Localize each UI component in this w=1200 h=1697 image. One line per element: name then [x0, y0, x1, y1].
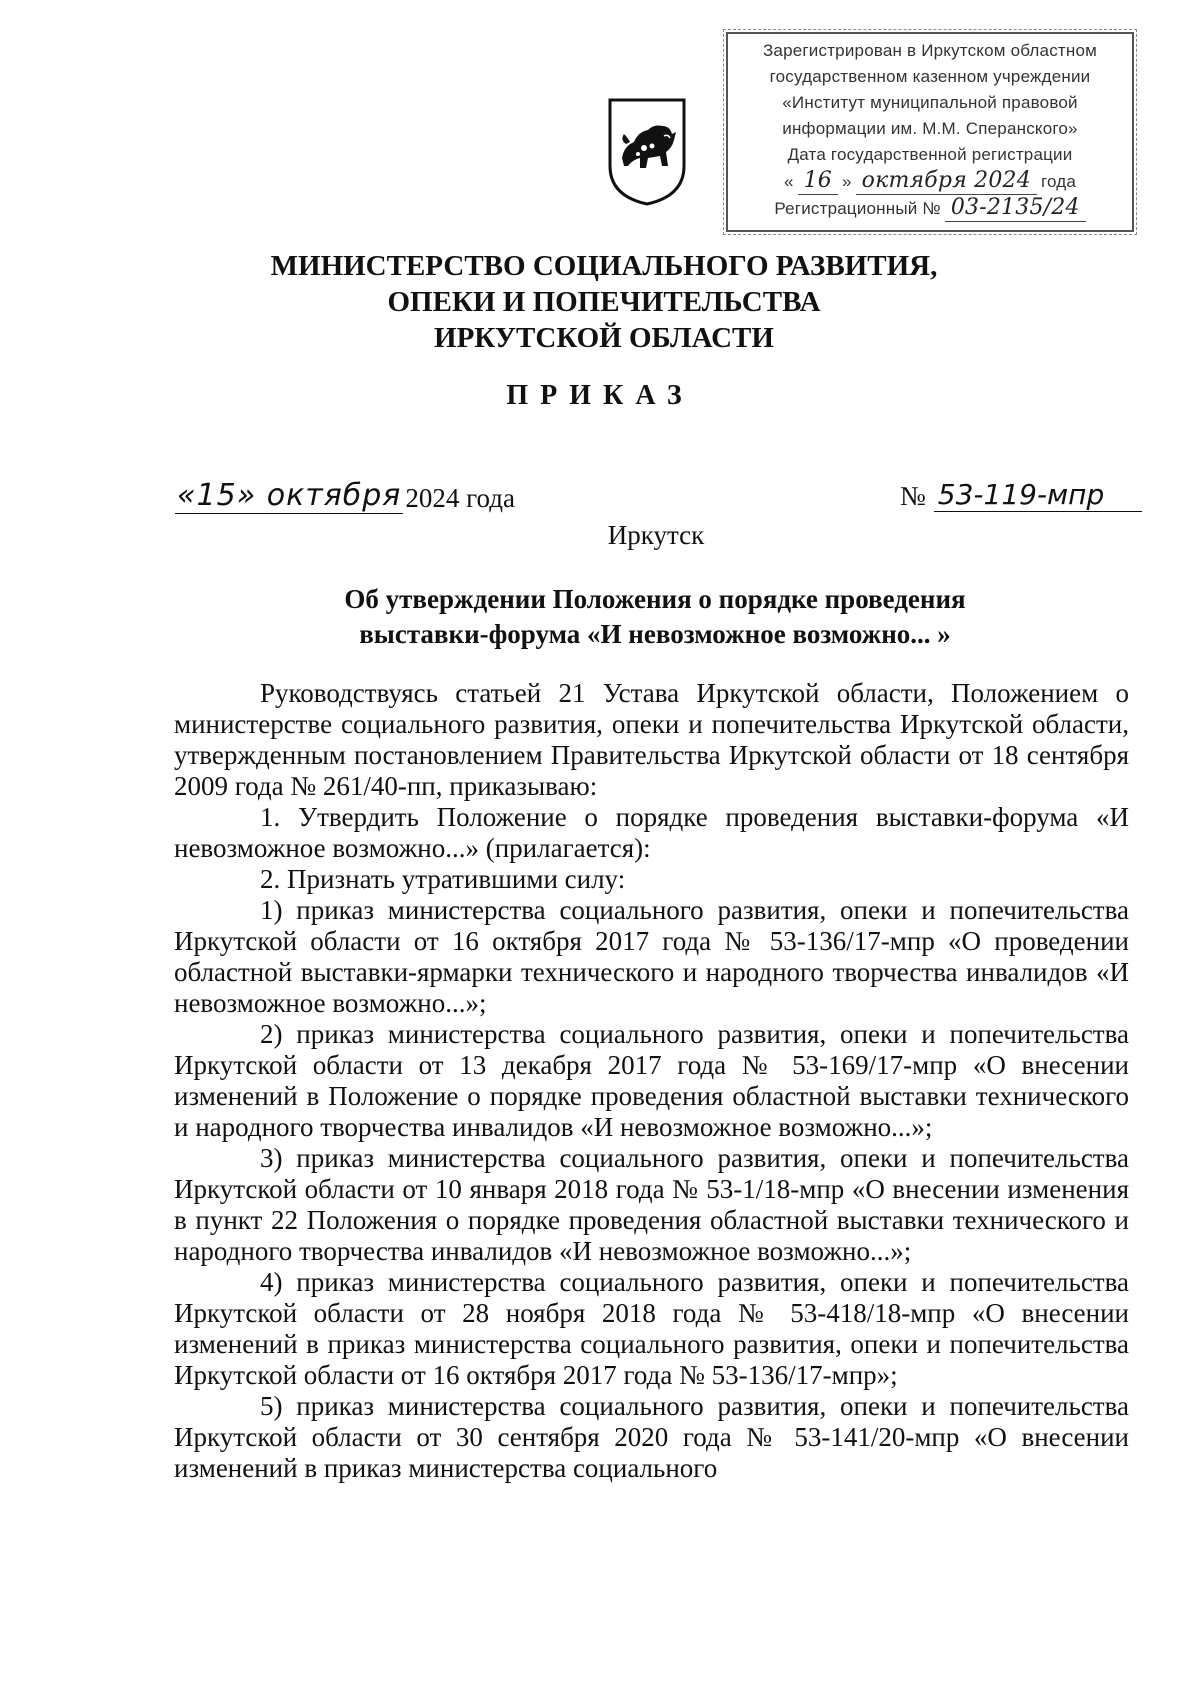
order-date-open-quote: «: [177, 478, 197, 513]
order-number-value: 53-119-мпр: [934, 478, 1142, 512]
body-paragraph-item-1: 1. Утвердить Положение о порядке проведения выставки-форума «И невозможное возможно...» (прилагается):: [174, 802, 1129, 863]
order-subject-line-1: Об утверждении Положения о порядке проведения: [344, 584, 966, 614]
ministry-title: [0, 248, 1200, 356]
order-subject: [0, 582, 1200, 652]
ministry-title-line-1: МИНИСТЕРСТВО СОЦИАЛЬНОГО РАЗВИТИЯ,: [270, 250, 938, 282]
order-number-label: №: [900, 481, 926, 511]
body-paragraph-repeal-3: 3) приказ министерства социального развития, опеки и попечительства Иркутской области от 10 января 2018 года № 53-1/18-мпр «О внесении изменения в пункт 22 Положения о порядке проведения областной выставки технического и народного творчества инвалидов «И невозможное возможно...»;: [174, 1143, 1129, 1266]
stamp-reg-label: Регистрационный №: [774, 199, 941, 218]
order-date-month: октября: [266, 478, 402, 513]
order-city: Иркутск: [607, 520, 705, 550]
coat-of-arms-icon: [604, 96, 690, 208]
stamp-date-day: 16: [798, 168, 838, 195]
stamp-line-2: государственном казенном учреждении: [769, 67, 1091, 86]
body-paragraph-repeal-4: 4) приказ министерства социального развития, опеки и попечительства Иркутской области от 28 ноября 2018 года № 53-418/18-мпр «О внесении изменений в приказ министерства социального развития, опеки и попечительства Иркутской области от 16 октября 2017 года № 53-136/17-мпр»;: [174, 1267, 1129, 1390]
stamp-date-month-year: октября 2024: [856, 168, 1037, 195]
ministry-title-line-3: ИРКУТСКОЙ ОБЛАСТИ: [434, 322, 774, 354]
body-paragraph-repeal-1: 1) приказ министерства социального развития, опеки и попечительства Иркутской области от 16 октября 2017 года № 53-136/17-мпр «О проведении областной выставки-ярмарки технического и народного творчества инвалидов «И невозможное возможно...»;: [174, 895, 1129, 1018]
order-date-close-quote: »: [236, 478, 257, 513]
stamp-line-4: информации им. М.М. Сперанского»: [782, 119, 1078, 138]
order-date-day: 15: [196, 478, 237, 513]
order-date-year: 2024 года: [405, 483, 515, 513]
stamp-date-open-quote: «: [783, 172, 794, 191]
stamp-line-5: Дата государственной регистрации: [787, 145, 1073, 164]
order-date: [175, 478, 515, 514]
stamp-registration-date: [728, 168, 1132, 195]
stamp-line-1: Зарегистрирован в Иркутском областном: [762, 41, 1098, 60]
stamp-line-3: «Институт муниципальной правовой: [782, 93, 1078, 112]
body-paragraph-repeal-5: 5) приказ министерства социального развития, опеки и попечительства Иркутской области от 30 сентября 2020 года № 53-141/20-мпр «О внесении изменений в приказ министерства социального: [174, 1391, 1129, 1483]
body-paragraph-preamble: Руководствуясь статьей 21 Устава Иркутской области, Положением о министерстве социального развития, опеки и попечительства Иркутской области, утвержденным постановлением Правительства Иркутской области от 18 сентября 2009 года № 261/40-пп, приказываю:: [174, 678, 1129, 801]
stamp-date-close-quote: »: [842, 172, 852, 191]
registration-stamp: [726, 32, 1134, 232]
order-subject-line-2: выставки-форума «И невозможное возможно... »: [359, 619, 951, 649]
order-body: [174, 678, 1129, 1484]
ministry-title-line-2: ОПЕКИ И ПОПЕЧИТЕЛЬСТВА: [387, 286, 821, 318]
order-heading: ПРИКАЗ: [506, 380, 694, 411]
body-paragraph-repeal-2: 2) приказ министерства социального развития, опеки и попечительства Иркутской области от 13 декабря 2017 года № 53-169/17-мпр «О внесении изменений в Положение о порядке проведения областной выставки технического и народного творчества инвалидов «И невозможное возможно...»;: [174, 1019, 1129, 1142]
order-date-handwritten: [175, 478, 403, 514]
stamp-date-suffix: года: [1040, 172, 1077, 191]
order-number: [900, 478, 1142, 512]
stamp-registration-number: [728, 195, 1132, 222]
stamp-reg-number: 03-2135/24: [945, 195, 1086, 222]
body-paragraph-item-2: 2. Признать утратившими силу:: [260, 864, 626, 894]
